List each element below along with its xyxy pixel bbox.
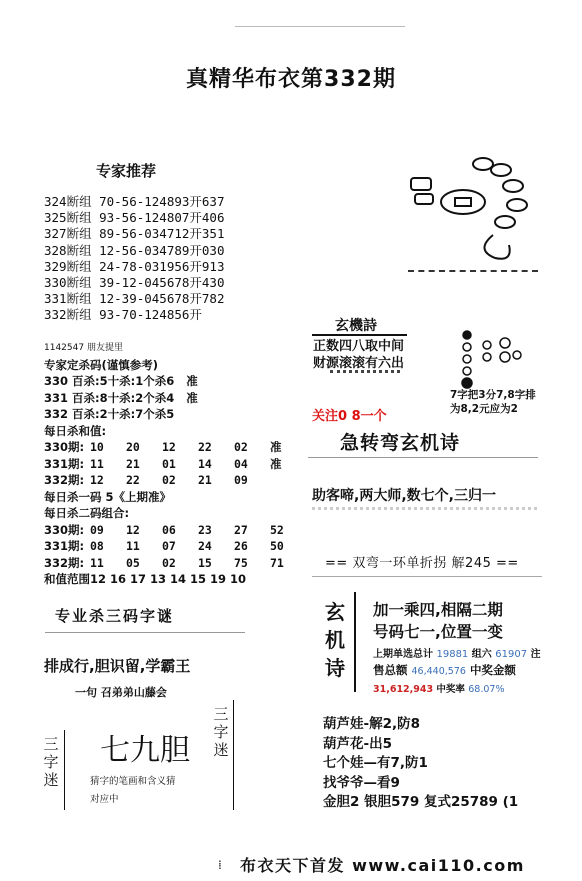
list-item: 葫芦娃-解2,防8 xyxy=(323,716,421,732)
baisha-text: 百杀:5十杀:1个杀6 xyxy=(72,374,175,388)
page-title-text: 真精华布衣第332期 xyxy=(186,67,396,92)
expert-list xyxy=(44,194,225,324)
stat-label: 售总额 xyxy=(373,663,408,677)
erma-title: 每日杀二码组合: xyxy=(44,506,130,520)
char: 机 xyxy=(325,628,345,652)
num: 27 xyxy=(234,522,248,537)
num: 09 xyxy=(90,522,104,537)
num: 12 xyxy=(162,440,176,454)
baisha-row xyxy=(44,406,306,423)
stat-label: 上期单选总计 xyxy=(373,649,433,660)
page-title xyxy=(0,62,582,93)
num: 23 xyxy=(198,522,212,537)
dashed-divider xyxy=(408,270,538,272)
stat-label: 中奖金额 xyxy=(469,663,516,677)
num: 15 xyxy=(198,555,212,570)
poem-line: 财源滚滚有六出 xyxy=(313,356,405,371)
poem-title: 玄機詩 xyxy=(335,318,377,334)
char: 三 xyxy=(43,735,59,753)
stat-label: 中奖率 xyxy=(436,684,465,695)
num: 52 xyxy=(270,522,284,537)
friends-note: 1142547 朋友提里 xyxy=(44,343,123,353)
period: 332 xyxy=(44,407,69,421)
riddle-hint: 对应中 xyxy=(90,794,119,805)
poem-title-underline xyxy=(312,334,407,336)
hezhi-row xyxy=(44,456,306,473)
period: 332期: xyxy=(44,555,85,570)
stat-unit: 注 xyxy=(530,649,541,660)
list-item: 葫芦花-出5 xyxy=(323,735,392,752)
num: 12 xyxy=(126,522,140,537)
char: 诗 xyxy=(325,656,345,680)
divider xyxy=(64,730,65,810)
xuanjishi-line: 加一乘四,相隔二期 xyxy=(373,601,503,619)
divider xyxy=(45,632,245,633)
period: 331期: xyxy=(44,539,85,553)
pro-kill-title: 专业杀三码字谜 xyxy=(55,607,175,625)
xuanjishi-line: 号码七一,位置一变 xyxy=(373,623,503,641)
num: 50 xyxy=(270,539,284,553)
num: 05 xyxy=(126,555,140,570)
baisha-row xyxy=(44,373,306,390)
footer-mark: ⁞ xyxy=(218,858,222,872)
period: 330期: xyxy=(44,440,85,454)
char: 迷 xyxy=(213,741,229,759)
sales-stats xyxy=(373,662,516,678)
num: 12 xyxy=(90,473,104,487)
list-item: 328断组 12-56-034789开030 xyxy=(44,242,225,258)
stat-value: 68.07% xyxy=(468,684,505,695)
baisha-title: 专家定杀码(谨慎参考) xyxy=(44,357,159,372)
jackpot-stats xyxy=(373,681,504,695)
char: 玄 xyxy=(325,600,345,624)
dotted-divider xyxy=(330,370,400,373)
list-item: 七个娃—有7,防1 xyxy=(323,755,428,771)
baisha-text: 百杀:8十杀:2个杀4 xyxy=(72,390,175,405)
num: 02 xyxy=(234,440,248,454)
xuanjishi-vertical xyxy=(318,598,352,682)
list-item: 330断组 39-12-045678开430 xyxy=(44,275,225,291)
shuangwan-line: == 双弯一环单折拐 解245 == xyxy=(325,556,519,571)
baisha-text: 百杀:2十杀:7个杀5 xyxy=(72,407,175,421)
stat-value: 61907 xyxy=(495,649,528,660)
num: 20 xyxy=(126,440,140,454)
char: 三 xyxy=(213,705,229,723)
num: 22 xyxy=(198,440,212,454)
stat-value: 31,612,943 xyxy=(373,684,434,695)
yiju-text: 一句 召弟弟山藤会 xyxy=(75,686,167,699)
divider xyxy=(308,457,538,458)
list-item: 金胆2 银胆579 复式25789 (1 xyxy=(323,794,519,810)
num: 71 xyxy=(270,555,284,570)
char: 迷 xyxy=(43,771,59,789)
list-item: 324断组 70-56-124893开637 xyxy=(44,194,225,209)
hulu-list xyxy=(323,715,518,813)
num: 09 xyxy=(234,473,248,487)
num: 10 xyxy=(90,440,104,454)
hezhi-range-label: 和值范围 xyxy=(44,572,90,586)
stat-label: 组六 xyxy=(471,649,492,660)
num: 02 xyxy=(162,555,176,570)
char: 字 xyxy=(213,723,229,741)
mark: 准 xyxy=(186,374,198,388)
period: 330 xyxy=(44,374,69,388)
expert-heading: 专家推荐 xyxy=(96,162,157,180)
poem-kill-text: 7字把3分7,8字排为8,2元应为2 xyxy=(450,389,536,415)
follow-banner xyxy=(312,405,432,427)
list-item: 325断组 93-56-124807开406 xyxy=(44,210,225,226)
num: 08 xyxy=(90,539,104,553)
num: 11 xyxy=(90,456,104,471)
xuanjishi-frame xyxy=(354,592,356,692)
vertical-label-left xyxy=(42,735,60,789)
num: 11 xyxy=(90,555,104,570)
poem-line: 正数四八取中间 xyxy=(313,339,405,354)
follow-label: 关注0 8一个 xyxy=(312,409,387,424)
friends-block xyxy=(44,340,306,588)
char: 字 xyxy=(43,753,59,771)
period: 332期: xyxy=(44,473,85,487)
divider xyxy=(312,576,542,577)
mark: 准 xyxy=(270,440,282,454)
num: 26 xyxy=(234,539,248,553)
vertical-label-right xyxy=(212,705,230,759)
num: 11 xyxy=(126,539,140,553)
erma-row xyxy=(44,522,306,539)
num: 01 xyxy=(162,456,176,471)
list-item: 329断组 24-78-031956开913 xyxy=(44,258,225,274)
top-divider xyxy=(235,26,405,27)
dotted-divider xyxy=(312,507,537,510)
num: 24 xyxy=(198,539,212,553)
hezhi-range-values: 12 16 17 13 14 15 19 10 xyxy=(90,572,247,586)
num: 21 xyxy=(198,473,212,487)
hezhi-range xyxy=(44,571,306,588)
hezhi-title: 每日杀和值: xyxy=(44,423,107,438)
num: 14 xyxy=(198,456,212,471)
mark: 准 xyxy=(270,456,282,471)
hezhi-row xyxy=(44,472,306,489)
last-period-stats xyxy=(373,645,541,660)
riddle-hint: 猜字的笔画和含义猜 xyxy=(90,776,176,787)
riddle-text: 助客啼,两大师,数七个,三归一 xyxy=(312,488,496,504)
erma-row xyxy=(44,555,306,572)
coin-logo-art xyxy=(405,150,540,270)
divider xyxy=(233,700,234,810)
jizhuan-title: 急转弯玄机诗 xyxy=(340,432,461,454)
num: 07 xyxy=(162,539,176,553)
stat-value: 46,440,576 xyxy=(411,666,466,677)
baisha-row xyxy=(44,390,306,407)
footer-text[interactable]: 布衣天下首发 www.cai110.com xyxy=(240,856,525,875)
period: 331 xyxy=(44,390,69,405)
stat-value: 19881 xyxy=(436,649,469,660)
paicheng-text: 排成行,胆识留,学霸王 xyxy=(44,657,191,675)
num: 21 xyxy=(126,456,140,471)
period: 331期: xyxy=(44,456,85,471)
num: 04 xyxy=(234,456,248,471)
list-item: 331断组 12-39-045678开782 xyxy=(44,291,225,307)
big-dan-text: 七九胆 xyxy=(100,733,190,768)
list-item: 找爷爷—看9 xyxy=(323,774,400,791)
erma-row xyxy=(44,538,306,555)
num: 22 xyxy=(126,473,140,487)
period: 330期: xyxy=(44,522,85,537)
list-item: 327断组 89-56-034712开351 xyxy=(44,226,225,242)
num: 06 xyxy=(162,522,176,537)
num: 02 xyxy=(162,473,176,487)
hezhi-row xyxy=(44,439,306,456)
yima-line: 每日杀一码 5《上期准》 xyxy=(44,489,172,504)
num: 75 xyxy=(234,555,248,570)
mark: 准 xyxy=(186,390,198,405)
poem-lines xyxy=(313,338,404,372)
list-item: 332断组 93-70-124856开 xyxy=(44,307,202,323)
